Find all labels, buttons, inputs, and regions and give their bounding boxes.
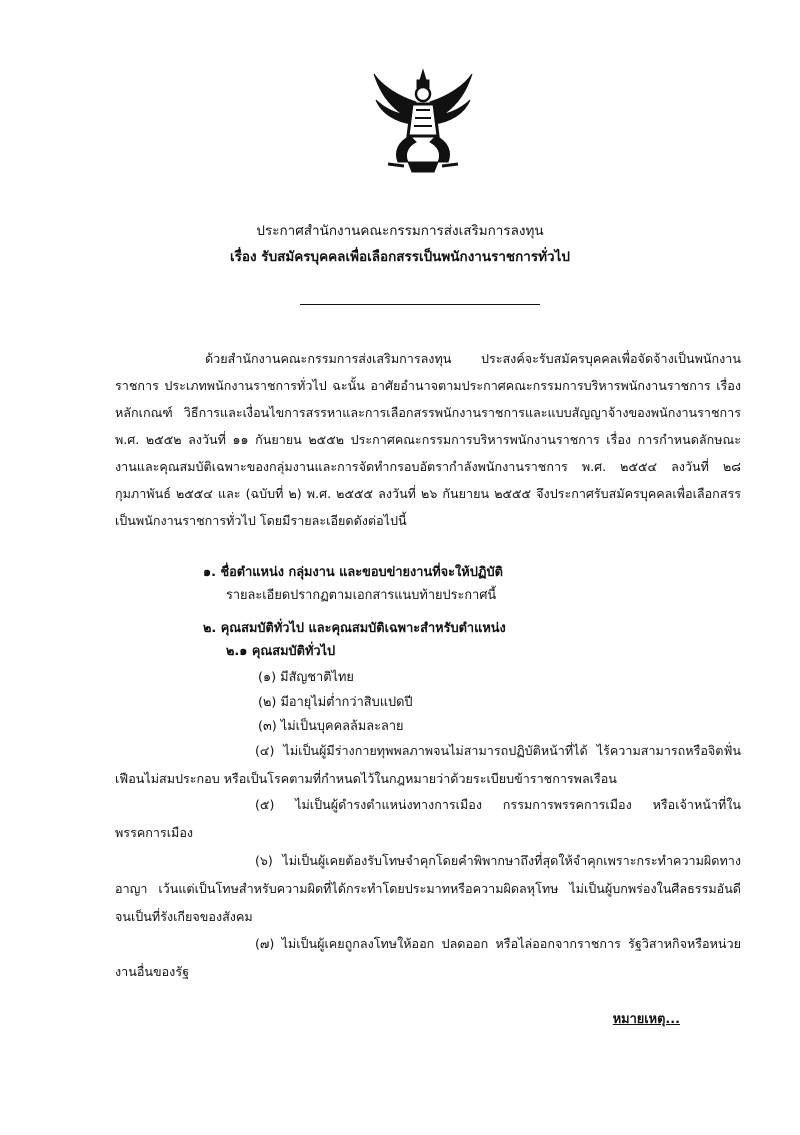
qualification-item-4-text: (๔) ไม่เป็นผู้มีร่างกายทุพพลภาพจนไม่สามารถปฏิบัติหน้าที่ได้ ไร้ความสามารถหรือจิตฟั่นเฟือนไม่สมประกอบ หรือเป็นโรคตามที่กำหนดไว้ในกฎหมายว่าด้วยระเบียบข้าราชการพลเรือน: [115, 743, 741, 786]
qualification-item-5: [115, 791, 741, 847]
qualification-item-5-text: (๕) ไม่เป็นผู้ดำรงตำแหน่งทางการเมือง กรรมการพรรคการเมือง หรือเจ้าหน้าที่ในพรรคการเมือง: [115, 797, 741, 840]
qualification-item-7-text: (๗) ไม่เป็นผู้เคยถูกลงโทษให้ออก ปลดออก หรือไล่ออกจากราชการ รัฐวิสาหกิจหรือหน่วยงานอื่นของรัฐ: [115, 936, 741, 979]
qualification-item-6-text: (๖) ไม่เป็นผู้เคยต้องรับโทษจำคุกโดยคำพิพากษาถึงที่สุดให้จำคุกเพราะกระทำความผิดทางอาญา เว้นแต่เป็นโทษสำหรับความผิดที่ได้กระทำโดยประมาทหรือความผิดลหุโทษ ไม่เป็นผู้บกพร่องในศีลธรรมอันดี จนเป็นที่รังเกียจของสังคม: [115, 853, 741, 924]
qualification-item-4: [115, 737, 741, 793]
intro-paragraph: [115, 345, 741, 534]
intro-text: ด้วยสำนักงานคณะกรรมการส่งเสริมการลงทุน ประสงค์จะรับสมัครบุคคลเพื่อจัดจ้างเป็นพนักงานราชการ ประเภทพนักงานราชการทั่วไป ฉะนั้น อาศัยอำนาจตามประกาศคณะกรรมการบริหารพนักงานราชการ เรื่อง หลักเกณฑ์ วิธีการและเงื่อนไขการสรรหาและการเลือกสรรพนักงานราชการและแบบสัญญาจ้างของพนักงานราชการ พ.ศ. ๒๕๕๒ ลงวันที่ ๑๑ กันยายน ๒๕๕๒ ประกาศคณะกรรมการบริหารพนักงานราชการ เรื่อง การกำหนดลักษณะงานและคุณสมบัติเฉพาะของกลุ่มงานและการจัดทำกรอบอัตรากำลังพนักงานราชการ พ.ศ. ๒๕๕๔ ลงวันที่ ๒๘ กุมภาพันธ์ ๒๕๕๔ และ (ฉบับที่ ๒) พ.ศ. ๒๕๕๕ ลงวันที่ ๒๖ กันยายน ๒๕๕๕ จึงประกาศรับสมัครบุคคลเพื่อเลือกสรรเป็นพนักงานราชการทั่วไป โดยมีรายละเอียดดังต่อไปนี้: [115, 351, 741, 528]
announcement-title: ประกาศสำนักงานคณะกรรมการส่งเสริมการลงทุน: [256, 223, 544, 239]
qualification-item-6: [115, 847, 741, 931]
section-1-title: ๑. ชื่อตำแหน่ง กลุ่มงาน และขอบข่ายงานที่จะให้ปฏิบัติ: [203, 565, 503, 580]
section-1-detail: รายละเอียดปรากฏตามเอกสารแนบท้ายประกาศนี้: [226, 588, 497, 603]
section-2-1-title: ๒.๑ คุณสมบัติทั่วไป: [226, 644, 336, 659]
section-2-title: ๒. คุณสมบัติทั่วไป และคุณสมบัติเฉพาะสำหรับตำแหน่ง: [203, 621, 506, 636]
qualification-item-3: (๓) ไม่เป็นบุคคลล้มละลาย: [258, 719, 404, 734]
qualification-item-2: (๒) มีอายุไม่ต่ำกว่าสิบแปดปี: [258, 695, 413, 710]
page-continuation-note: หมายเหตุ...: [612, 1012, 680, 1027]
qualification-item-7: [115, 930, 741, 986]
title-divider: [300, 304, 540, 305]
garuda-emblem-icon: [368, 66, 478, 176]
qualification-item-1: (๑) มีสัญชาติไทย: [258, 670, 354, 685]
announcement-subject: เรื่อง รับสมัครบุคคลเพื่อเลือกสรรเป็นพนักงานราชการทั่วไป: [230, 249, 570, 265]
